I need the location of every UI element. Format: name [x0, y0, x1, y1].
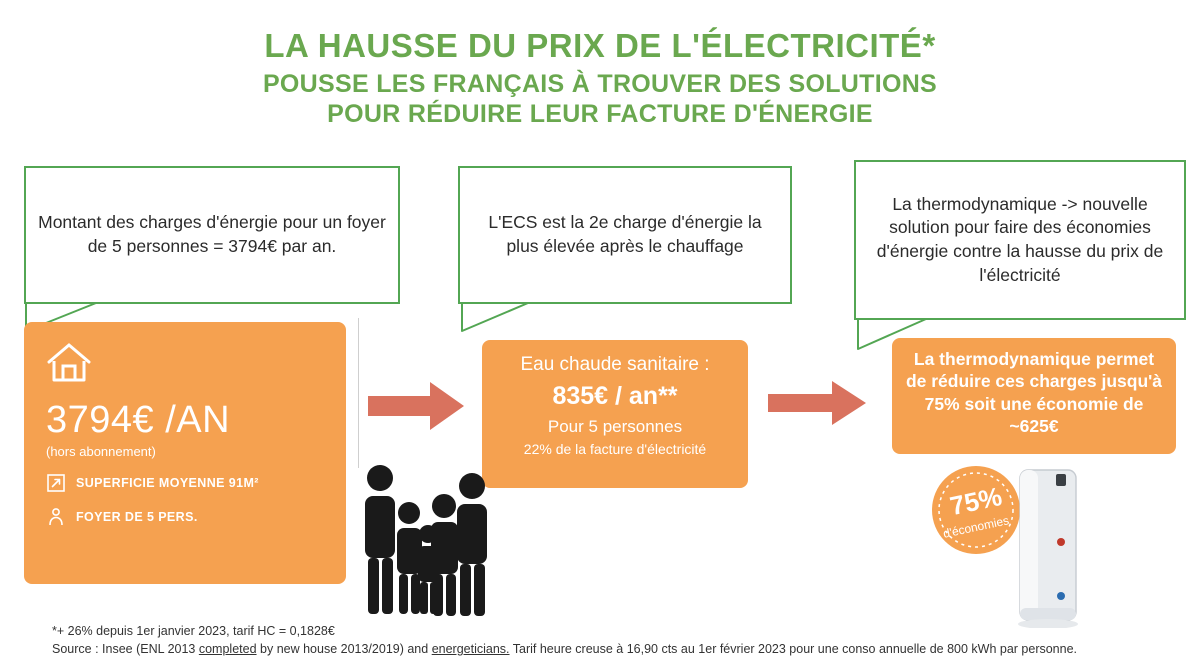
hot-water-cost-box: [482, 340, 748, 488]
savings-badge: [928, 462, 1024, 558]
footnote-line-2-u1: completed: [198, 642, 257, 657]
bubble-thermo: La thermodynamique -> nouvelle solution pour faire des économies d'énergie contre la hausse du prix de l'électricité: [854, 160, 1186, 320]
hot-water-amount: 835€ / an**: [552, 382, 678, 410]
thermodynamic-savings-box: La thermodynamique permet de réduire ces charges jusqu'à 75% soit une économie de ~625€: [892, 338, 1176, 454]
arrow-right-1: [368, 378, 468, 434]
title-sub-line-1: POUSSE LES FRANÇAIS À TROUVER DES SOLUTIONS: [262, 69, 938, 98]
footnote-line-2-a: Source : Insee (ENL 2013: [52, 642, 199, 657]
footnote-line-2-b: by new house 2013/2019) and: [256, 642, 432, 657]
person-icon: [46, 507, 66, 527]
family-people-icon: [352, 450, 504, 622]
hot-water-title: Eau chaude sanitaire :: [520, 354, 710, 375]
title-main-line: LA HAUSSE DU PRIX DE L'ÉLECTRICITÉ*: [264, 27, 936, 64]
hot-water-share: 22% de la facture d'électricité: [523, 441, 707, 457]
footnotes: [52, 622, 1077, 658]
title-sub-line-2: POUR RÉDUIRE LEUR FACTURE D'ÉNERGIE: [327, 100, 873, 129]
footnote-line-2: [52, 640, 1077, 658]
page-title: [0, 28, 1200, 130]
footnote-line-1: *+ 26% depuis 1er janvier 2023, tarif HC = 0,1828€: [52, 624, 335, 638]
hot-water-people: Pour 5 personnes: [547, 417, 683, 436]
badge-label: d'économies: [941, 513, 1011, 541]
annual-cost-panel: [24, 322, 346, 584]
bubble-charges: Montant des charges d'énergie pour un foyer de 5 personnes = 3794€ par an.: [24, 166, 400, 304]
arrow-right-2: [768, 378, 870, 428]
area-arrow-icon: [46, 473, 66, 493]
panel-row-area-label: SUPERFICIE MOYENNE 91M²: [76, 476, 259, 490]
panel-row-area: [46, 473, 324, 493]
annual-cost-note: (hors abonnement): [46, 444, 156, 459]
footnote-line-2-c: Tarif heure creuse à 16,90 cts au 1er février 2023 pour une conso annuelle de 800 kWh par personne.: [509, 642, 1078, 657]
vertical-divider: [358, 318, 359, 468]
panel-row-household: [46, 507, 324, 527]
thermodynamic-water-heater-image: [1012, 468, 1086, 628]
footnote-line-2-u2: energeticians.: [431, 642, 510, 657]
bubble-ecs: L'ECS est la 2e charge d'énergie la plus élevée après le chauffage: [458, 166, 792, 304]
badge-percent: 75%: [947, 480, 1005, 522]
panel-row-household-label: FOYER DE 5 PERS.: [76, 510, 198, 524]
house-icon: [46, 342, 92, 384]
annual-cost-amount: 3794€ /AN: [46, 399, 231, 441]
